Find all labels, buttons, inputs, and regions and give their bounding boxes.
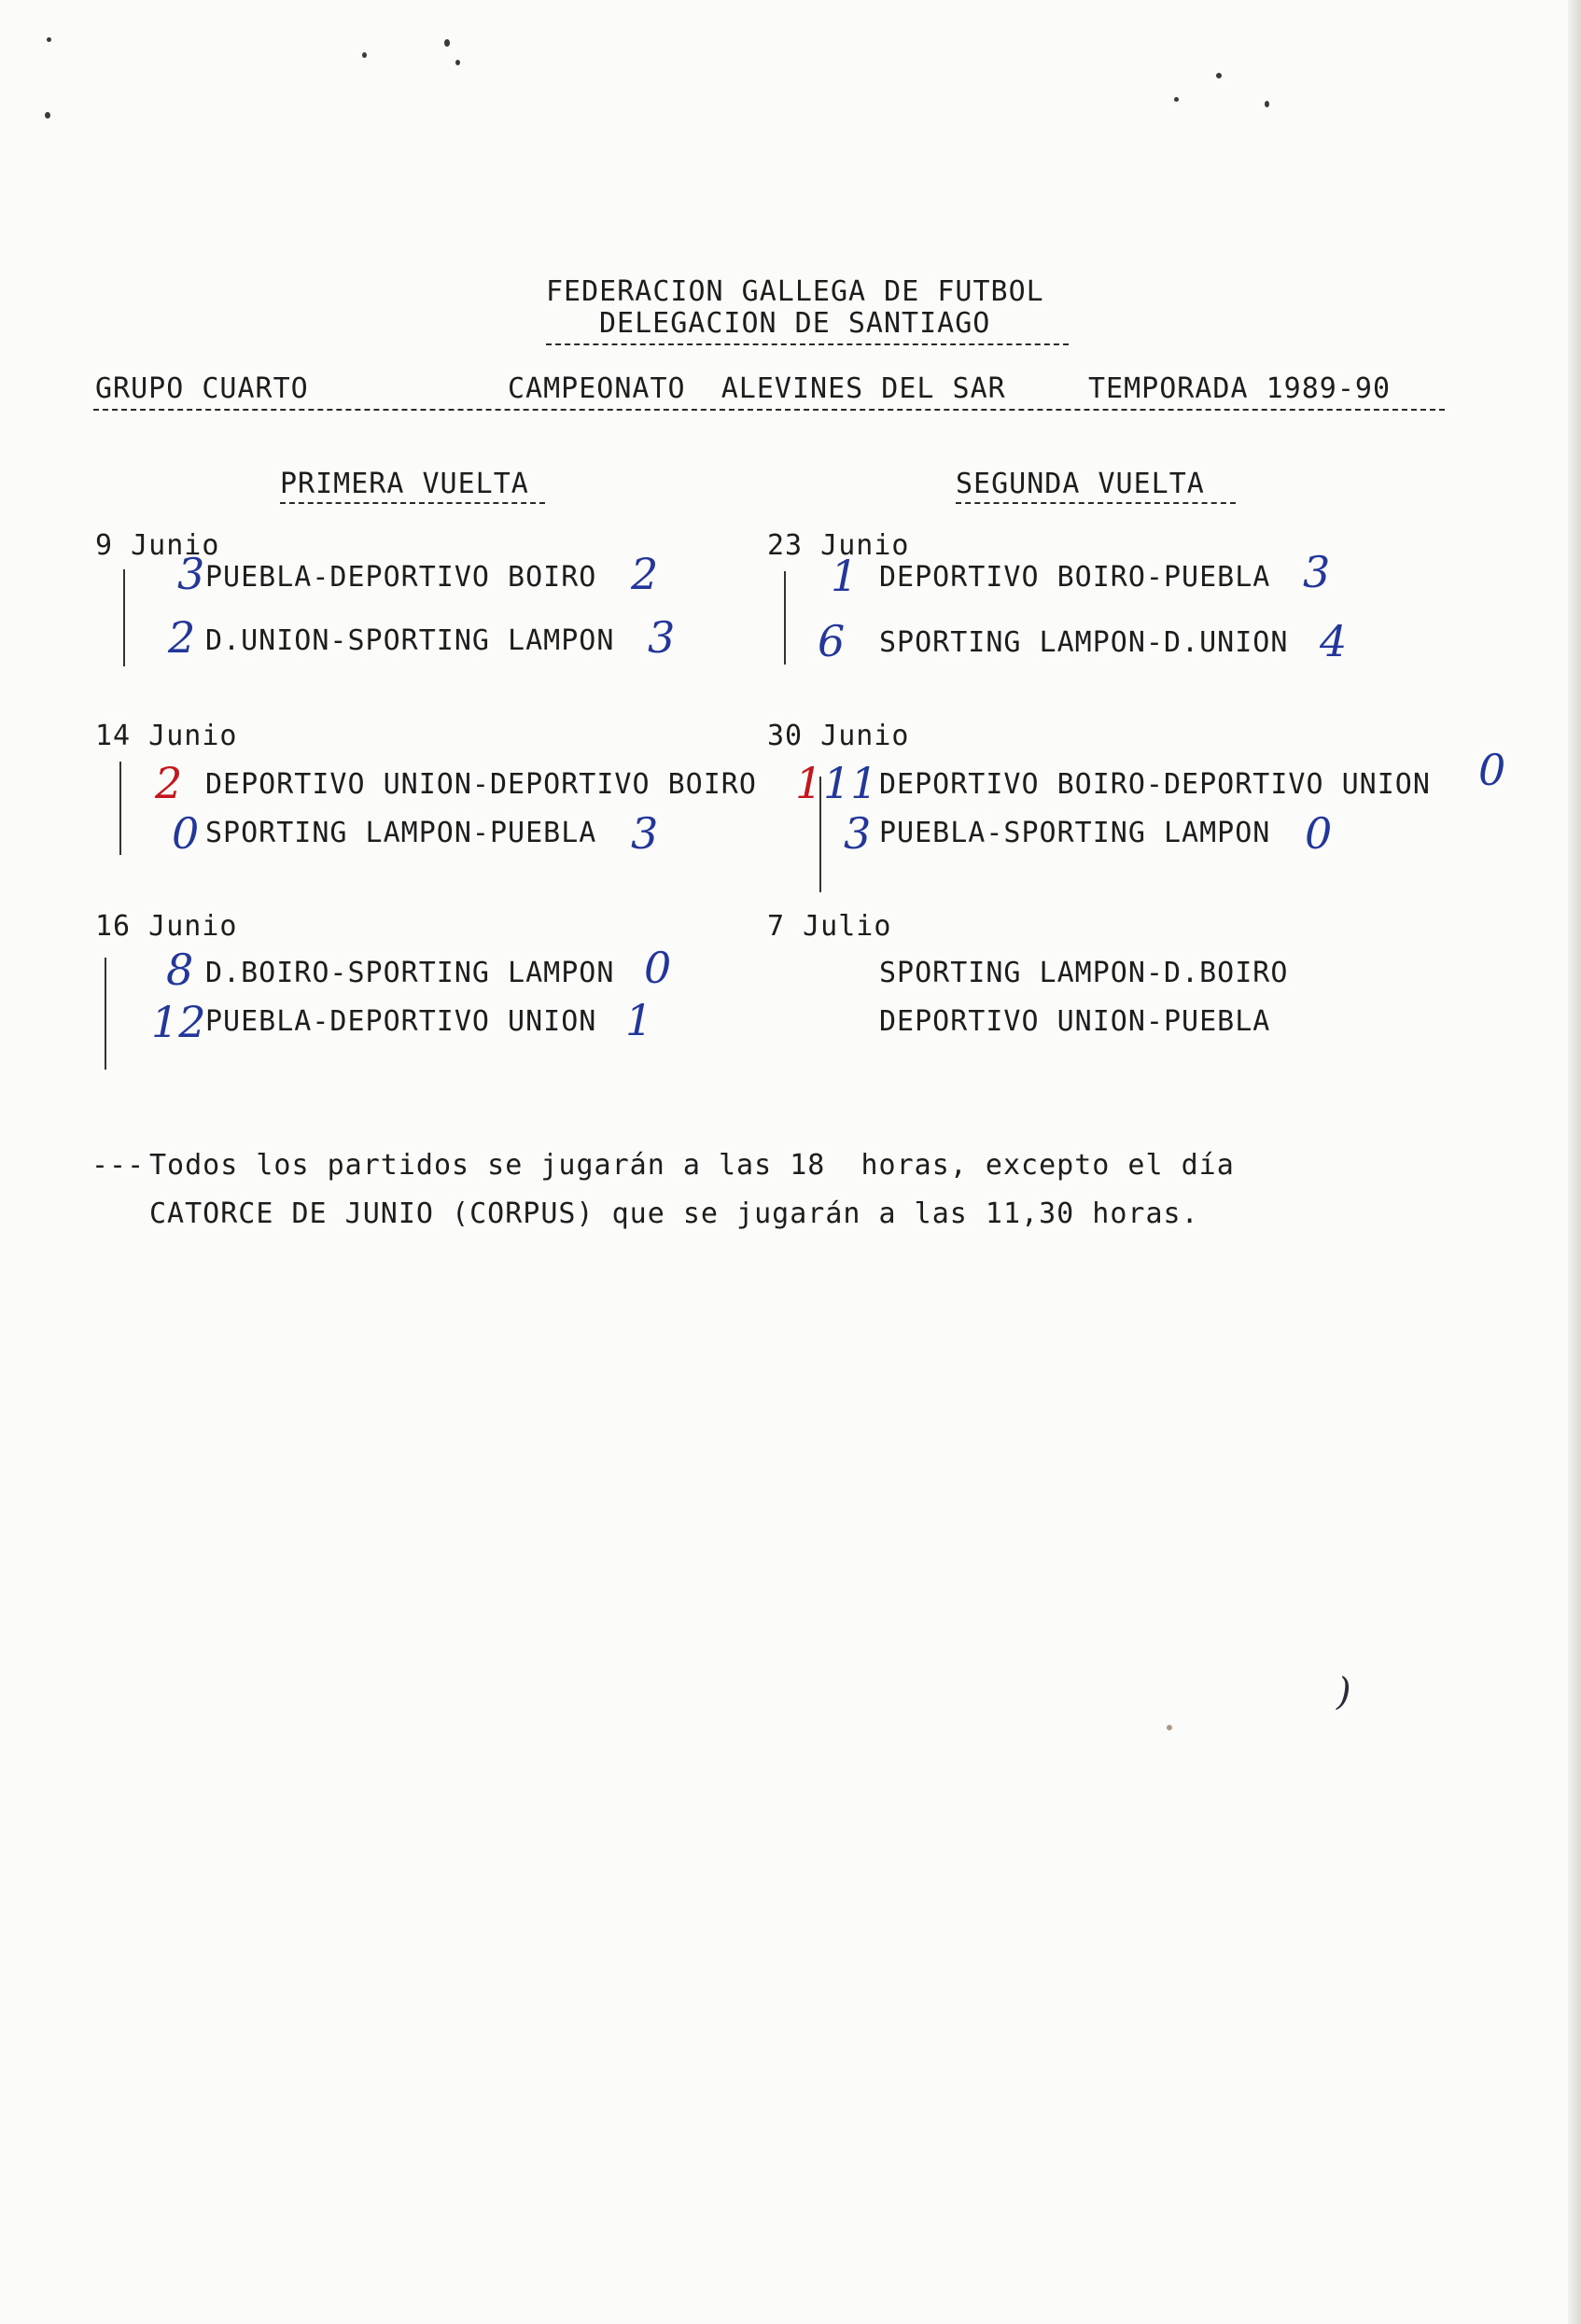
round-date: 14 Junio	[95, 720, 238, 752]
handwritten-bracket	[119, 762, 121, 855]
round-date: 30 Junio	[767, 720, 910, 752]
away-score: 1	[625, 995, 653, 1045]
second-round-title: SEGUNDA VUELTA	[956, 468, 1205, 500]
header-underline	[546, 343, 1069, 345]
stray-pen-mark: )	[1336, 1671, 1351, 1714]
match-teams: SPORTING LAMPON-D.UNION	[879, 626, 1289, 659]
info-underline	[93, 409, 1445, 411]
first-round-underline	[280, 502, 545, 504]
match-teams: PUEBLA-DEPORTIVO UNION	[205, 1005, 597, 1038]
paper-speck	[1216, 73, 1222, 78]
paper-speck	[444, 39, 450, 47]
header-subtitle: DELEGACION DE SANTIAGO	[599, 307, 991, 340]
paper-speck	[1167, 1725, 1172, 1730]
home-score: 1	[831, 551, 859, 601]
round-date: 16 Junio	[95, 910, 238, 943]
home-score: 0	[172, 808, 200, 859]
home-score: 2	[168, 612, 196, 663]
away-score: 2	[631, 549, 659, 599]
match-teams: DEPORTIVO UNION-DEPORTIVO BOIRO	[205, 768, 757, 801]
round-date: 7 Julio	[767, 910, 892, 943]
paper-speck	[1265, 101, 1269, 107]
home-score: 3	[844, 808, 872, 859]
away-score: 0	[1478, 745, 1506, 795]
paper-speck	[1174, 97, 1179, 102]
match-teams: SPORTING LAMPON-D.BOIRO	[879, 957, 1289, 989]
handwritten-bracket	[784, 571, 786, 665]
handwritten-bracket	[819, 777, 821, 892]
match-teams: PUEBLA-DEPORTIVO BOIRO	[205, 561, 597, 594]
away-score: 0	[1305, 808, 1333, 859]
handwritten-bracket	[123, 569, 125, 666]
round-date: 9 Junio	[95, 529, 220, 562]
note-line-1: Todos los partidos se jugarán a las 18 horas, excepto el día	[149, 1149, 1235, 1182]
away-score: 4	[1320, 616, 1348, 666]
header-title: FEDERACION GALLEGA DE FUTBOL	[546, 275, 1044, 308]
season-label: TEMPORADA 1989-90	[1088, 372, 1392, 405]
away-score: 3	[1303, 547, 1331, 597]
paper-speck	[455, 60, 460, 65]
home-score: 11	[823, 758, 878, 808]
note-dash: ---	[91, 1149, 146, 1182]
paper-speck	[47, 37, 51, 42]
first-round-title: PRIMERA VUELTA	[280, 468, 529, 500]
paper-speck	[362, 52, 367, 58]
home-score: 3	[177, 549, 205, 599]
match-teams: DEPORTIVO BOIRO-PUEBLA	[879, 561, 1271, 594]
match-teams: D.UNION-SPORTING LAMPON	[205, 624, 615, 657]
paper-edge	[1568, 0, 1581, 2324]
home-score: 6	[818, 616, 846, 666]
away-score: 1	[795, 758, 823, 808]
paper-speck	[45, 112, 50, 119]
away-score: 3	[648, 612, 676, 663]
match-teams: SPORTING LAMPON-PUEBLA	[205, 817, 597, 849]
round-date: 23 Junio	[767, 529, 910, 562]
note-line-2: CATORCE DE JUNIO (CORPUS) que se jugarán a las 11,30 horas.	[149, 1197, 1199, 1230]
match-teams: D.BOIRO-SPORTING LAMPON	[205, 957, 615, 989]
match-teams: DEPORTIVO BOIRO-DEPORTIVO UNION	[879, 768, 1431, 801]
handwritten-bracket	[105, 958, 106, 1070]
group-label: GRUPO CUARTO	[95, 372, 309, 405]
away-score: 0	[644, 943, 672, 993]
match-teams: PUEBLA-SPORTING LAMPON	[879, 817, 1271, 849]
home-score: 2	[155, 758, 183, 808]
home-score: 12	[151, 997, 206, 1047]
match-teams: DEPORTIVO UNION-PUEBLA	[879, 1005, 1271, 1038]
home-score: 8	[166, 945, 194, 995]
away-score: 3	[631, 808, 659, 859]
second-round-underline	[956, 502, 1236, 504]
championship-label: CAMPEONATO ALEVINES DEL SAR	[508, 372, 1006, 405]
